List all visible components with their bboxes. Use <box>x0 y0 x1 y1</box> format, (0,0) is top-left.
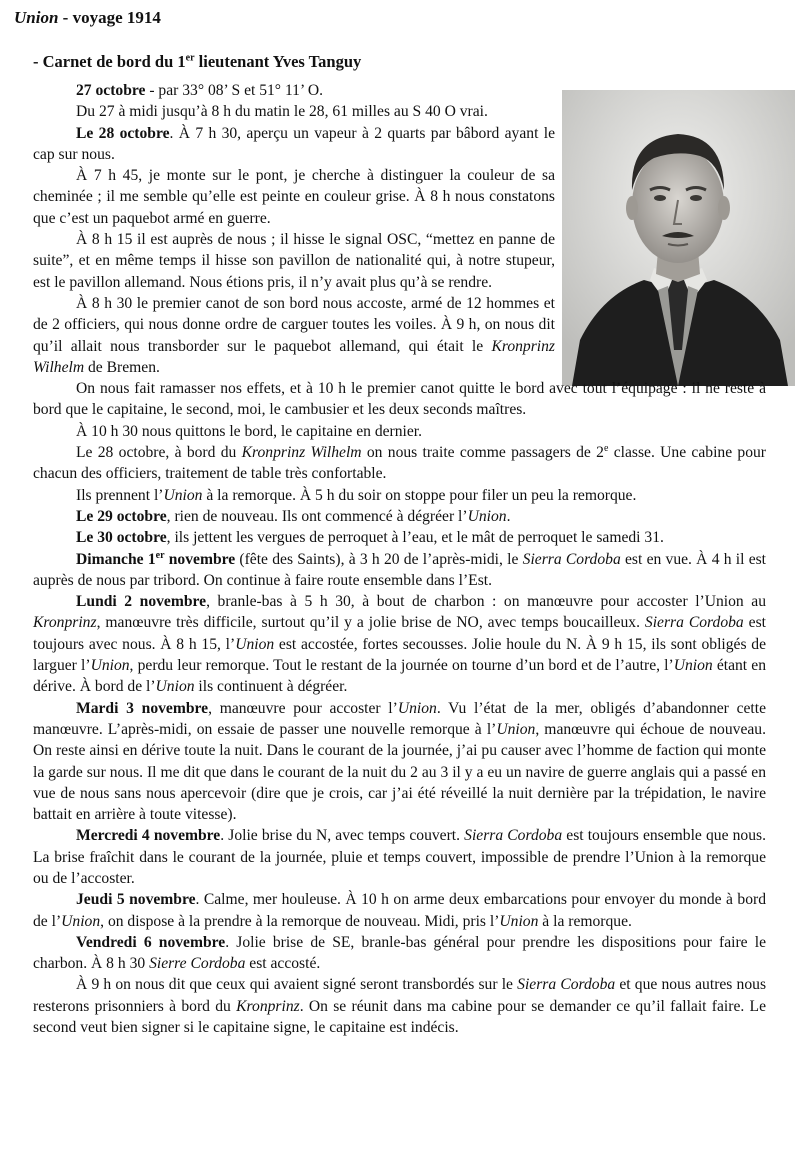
entry-2-novembre: Lundi 2 novembre, branle-bas à 5 h 30, à bout de charbon : on manœuvre pour accoster l’Union au Kronprinz, manœuvre très difficile, surtout qu’il y a jolie brise de NO, avec temps boucailleux. Sierra Cordoba est toujours avec nous. À 8 h 15, l’Union est accostée, fortes secousses. Jolie houle du N. À 9 h 15, ils sont obligés de larguer l’Union, perdu leur remorque. Tout le restant de la journée on tourne d’un bord et de l’autre, l’Union étant en dérive. À bord de l’Union ils continuent à dégréer. <box>33 593 767 696</box>
entry-paragraph: À 7 h 45, je monte sur le pont, je cherche à distinguer la couleur de sa cheminée ; il me semble qu’elle est peinte en couleur grise. À 8 h nous constatons que c’est un paquebot armé en guerre. <box>33 167 555 227</box>
journal-body <box>33 80 766 1038</box>
entry-6-novembre: Vendredi 6 novembre. Jolie brise de SE, branle-bas général pour prendre les dispositions pour faire le charbon. À 8 h 30 Sierre Cordoba est accosté. <box>33 933 766 973</box>
entry-30-octobre: Le 30 octobre, ils jettent les vergues de perroquet à l’eau, et le mât de perroquet le samedi 31. <box>76 529 664 547</box>
entry-paragraph: Du 27 à midi jusqu’à 8 h du matin le 28, 61 milles au S 40 O vrai. <box>76 103 488 121</box>
entry-28-octobre: Le 28 octobre. À 7 h 30, aperçu un vapeur à 2 quarts par bâbord ayant le cap sur nous. <box>33 124 555 163</box>
entry-3-novembre: Mardi 3 novembre, manœuvre pour accoster l’Union. Vu l’état de la mer, obligés d’abandonner cette manœuvre. L’après-midi, on essaie de passer une nouvelle remorque à l’Union, manœuvre qui échoue de nouveau. On reste ainsi en dérive toute la nuit. Dans le courant de la journée, j’ai pu causer avec l’homme de faction qui monte la garde sur nous. Il me dit que dans le courant de la nuit du 2 au 3 il y a eu un navire de guerre anglais qui a passé en vue de nous sans nous apercevoir (dire que je crois, car j’ai été réveillé la nuit dernière par la trépidation, le navire battait en arrière à toute vitesse). <box>33 699 766 824</box>
page-header <box>14 8 161 28</box>
entry-paragraph: À 9 h on nous dit que ceux qui avaient signé seront transbordés sur le Sierra Cordoba et que nous autres nous resterons prisonniers à bord du Kronprinz. On se réunit dans ma cabine pour se demander ce qu’il fallait faire. Le second veut bien signer si le capitaine signe, le capitaine est indécis. <box>33 976 767 1037</box>
entry-5-novembre: Jeudi 5 novembre. Calme, mer houleuse. À 10 h on arme deux embarcations pour envoyer du monde à bord de l’Union, on dispose à la prendre à la remorque de nouveau. Midi, pris l’Union à la remorque. <box>33 891 766 930</box>
entry-27-octobre: 27 octobre - par 33° 08’ S et 51° 11’ O. <box>76 82 324 99</box>
entry-paragraph: À 8 h 15 il est auprès de nous ; il hisse le signal OSC, “mettez en panne de suite”, et en même temps il hisse son pavillon de nationalité qui, à notre stupeur, est le pavillon allemand. Nous étions pris, il n’y avait plus qu’à se rendre. <box>33 231 555 291</box>
entry-29-octobre: Le 29 octobre, rien de nouveau. Ils ont commencé à dégréer l’Union. <box>76 507 511 525</box>
header-ship-name: Union <box>14 8 59 27</box>
entry-1-novembre: Dimanche 1er novembre (fête des Saints), à 3 h 20 de l’après-midi, le Sierra Cordoba est en vue. À 4 h il est auprès de nous par tribord. On continue à faire route ensemble dans l’Est. <box>33 549 767 589</box>
entry-paragraph: Le 28 octobre, à bord du Kronprinz Wilhelm on nous traite comme passagers de 2e classe. Une cabine pour chacun des officiers, traitement de table très confortable. <box>33 442 766 483</box>
section-title: - Carnet de bord du 1er lieutenant Yves Tanguy <box>33 52 362 71</box>
entry-paragraph: À 8 h 30 le premier canot de son bord nous accoste, armé de 12 hommes et de 2 officiers, qui nous donne ordre de carguer toutes les voiles. À 9 h, on nous dit qu’il allait nous transborder sur le paquebot allemand, qui était le Kronprinz Wilhelm de Bremen. <box>33 294 555 376</box>
entry-paragraph: On nous fait ramasser nos effets, et à 10 h le premier canot quitte le bord avec tout l’équipage : il ne reste à bord que le capitaine, le second, moi, le cambusier et les deux seconds maîtres. <box>33 380 766 419</box>
entry-paragraph: À 10 h 30 nous quittons le bord, le capitaine en dernier. <box>76 422 423 440</box>
header-rest: - voyage 1914 <box>58 8 161 27</box>
entry-paragraph: Ils prennent l’Union à la remorque. À 5 h du soir on stoppe pour filer un peu la remorque. <box>76 486 637 504</box>
entry-4-novembre: Mercredi 4 novembre. Jolie brise du N, avec temps couvert. Sierra Cordoba est toujours ensemble que nous. La brise fraîchit dans le courant de la journée, pluie et temps couvert, impossible de prendre l’Union à la remorque ou de l’accoster. <box>33 827 766 887</box>
